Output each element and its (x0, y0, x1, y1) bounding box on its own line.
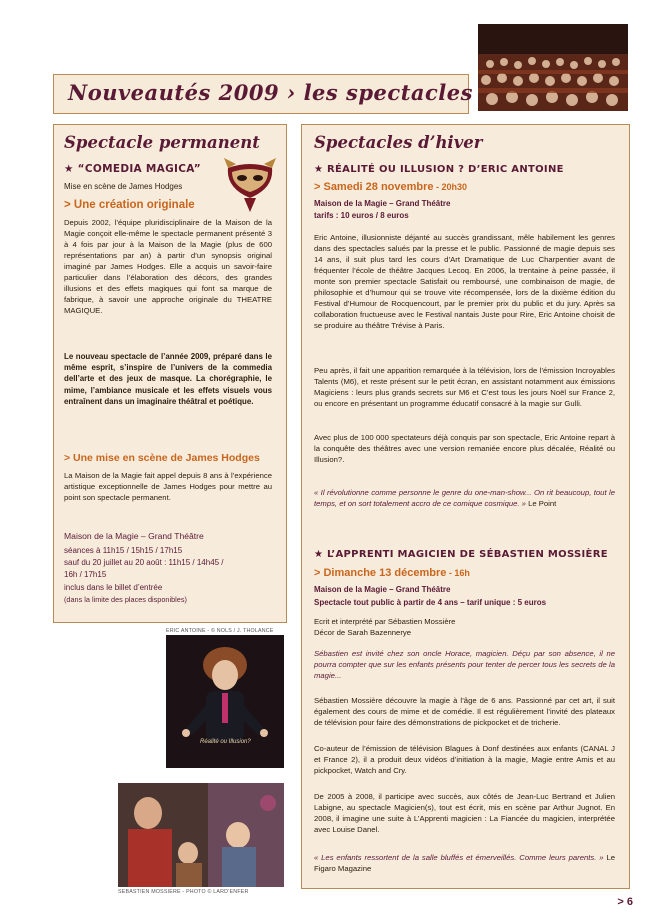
show1-quote-source: Le Point (528, 499, 557, 508)
eric-photo-caption: ERIC ANTOINE - © NOLS / J. THOLANCE (166, 628, 274, 634)
poster-text: Réalité ou Illusion? (200, 739, 251, 745)
show2-credits-2: Décor de Sarah Bazennerye (314, 628, 412, 637)
show2-time: - 16h (446, 568, 470, 578)
show2-quote (314, 852, 615, 874)
show1-time: - 20h30 (433, 182, 468, 192)
left-para-1: Depuis 2002, l’équipe pluridisciplinaire de la Maison de la Magie conçoit elle-même le spectacle permanent présenté 3 à 4 fois par jour à la Maison de la Magie (plus de 600 représentations par an) à partir d’un synopsis original imaginé par James Hodges. Elle a acquis un savoir-faire particulier dans l’élaboration des décors, des grandes illusions et des effets magiques qui font sa marque de fabrique, à savoir une approche originale du THEATRE MAGIQUE. (64, 218, 272, 315)
left-times-3: 16h / 17h15 (64, 570, 107, 579)
show1-para-2: Peu après, il fait une apparition remarquée à la télévision, lors de l’émission Incroyables Talents (M6), et reste présent sur le petit écran, en assistant notamment aux émissions Magiciens : leurs plus grands secrets sur M6 et C’est tous les jours Noël sur France 2, ou encore en présentant un programme éducatif consacré à la magie sur Gulli. (314, 366, 615, 408)
left-para-2: Le nouveau spectacle de l’année 2009, préparé dans le même esprit, s’inspire de l’univers de la commedia dell’arte et des jeux de masque. La chorégraphie, le mime, l’ambiance musicale et les effets visuels vous entraînent dans un imaginaire théâtral et poétique. (64, 352, 272, 406)
eric-antoine-photo (166, 635, 284, 768)
apprenti-magicien-title: ★ L’APPRENTI MAGICIEN DE SÉBASTIEN MOSSIÈRE (314, 549, 608, 560)
show1-price: tarifs : 10 euros / 8 euros (314, 211, 409, 220)
left-heading: Spectacle permanent (64, 133, 260, 152)
show1-para-3: Avec plus de 100 000 spectateurs déjà conquis par son spectacle, Eric Antoine repart à la conquête des théâtres avec une version remaniée encore plus décalée, Réalité ou Illusion?. (314, 433, 615, 464)
show2-quote-text: « Les enfants ressortent de la salle bluffés et émerveillés. Comme leurs parents. » (314, 853, 604, 862)
show2-date-line (314, 567, 470, 579)
left-ticket-note: (dans la limite des places disponibles) (64, 595, 187, 604)
show2-venue: Maison de la Magie – Grand Théâtre (314, 585, 451, 594)
comedia-director: Mise en scène de James Hodges (64, 182, 183, 191)
left-times-1: séances à 11h15 / 15h15 / 17h15 (64, 546, 183, 555)
show2-para-3: De 2005 à 2008, il participe avec succès, aux côtés de Jean-Luc Bertrand et Julien Labigne, au spectacle Magicien(s), tout est écrit, mis en scène par Arthur Jugnot. En 2008, il imagine une suite à L’Apprenti magicien : La Fiancée du magicien, interprétée avec Louise Danel. (314, 792, 615, 834)
staging-heading: > Une mise en scène de James Hodges (64, 452, 260, 464)
show1-date: > Samedi 28 novembre (314, 181, 434, 193)
show1-para-1: Eric Antoine, illusionniste déjanté au succès grandissant, mêle habilement les genres dans des spectacles salués par la presse et le public. Passionné de magie depuis ses 14 ans, il suit plus tard les cours d’Art Dramatique de Luc Charpentier avant de fréquenter l’école de théâtre Jacques Lecoq. En 2006, la trentaine à peine passée, il monte son premier spectacle Satisfait ou remboursé, une combinaison de magie, de philosophie et d’humour qui se trouve vite récompensée, lors de la dixième édition du Festival d’Humour de Rocquencourt, par le premier prix du public et du jury. Après sa collaboration fructueuse avec le Festival nantais Juste pour Rire, Eric Antoine choisit de se produire au théâtre Trévise à Paris. (314, 233, 615, 330)
show2-credits-1: Ecrit et interprété par Sébastien Mossière (314, 617, 456, 626)
show1-quote (314, 487, 615, 509)
show2-para-2: Co-auteur de l’émission de télévision Blagues à Donf destinées aux enfants (CANAL J et France 2), il a produit deux vidéos d’initiation à la magie, Magie entre Amis et au pickpocket, Watch and Cry. (314, 744, 615, 775)
left-venue: Maison de la Magie – Grand Théâtre (64, 531, 204, 541)
left-ticket: inclus dans le billet d’entrée (64, 583, 163, 592)
show2-quote-source: Le Figaro Magazine (314, 853, 615, 873)
show1-quote-text: « Il révolutionne comme personne le genre du one-man-show... On rit beaucoup, tout le temps, et on sort totalement accro de ce comique cosmique. » (314, 488, 615, 508)
page-number: > 6 (617, 896, 633, 908)
show1-date-line (314, 181, 467, 193)
right-heading: Spectacles d’hiver (314, 133, 483, 152)
left-para-3: La Maison de la Magie fait appel depuis 8 ans à l’expérience artistique exceptionnelle de James Hodges pour mettre au point son spectacle permanent. (64, 471, 272, 502)
comedia-magica-title: ★ “COMEDIA MAGICA” (64, 163, 201, 175)
show2-price: Spectacle tout public à partir de 4 ans – tarif unique : 5 euros (314, 598, 547, 607)
venetian-mask-icon (224, 158, 276, 214)
page-title: Nouveautés 2009 › les spectacles (68, 80, 473, 105)
show1-venue: Maison de la Magie – Grand Théâtre (314, 199, 451, 208)
audience-photo (478, 24, 628, 111)
realite-illusion-title: ★ RÉALITÉ OU ILLUSION ? D’ERIC ANTOINE (314, 164, 564, 175)
left-times-2: sauf du 20 juillet au 20 août : 11h15 / 14h45 / (64, 558, 224, 567)
show2-para-1: Sébastien Mossière découvre la magie à l’âge de 6 ans. Passionné par cet art, il suit également des cours de mime et de comédie. Il est régulièrement l’invité des plateaux de télévision pour faire des démonstrations de pickpocket et de tricherie. (314, 696, 615, 727)
show2-synopsis: Sébastien est invité chez son oncle Horace, magicien. Déçu par son absence, il ne pourra compter que sur les enfants présents pour tenter de percer tous les secrets de la magie... (314, 649, 615, 680)
creation-heading: > Une création originale (64, 199, 195, 211)
show2-date: > Dimanche 13 décembre (314, 567, 447, 579)
sebastien-photo-caption: SEBASTIEN MOSSIERE - PHOTO © LARD’ENFER (118, 889, 249, 895)
sebastien-photo (118, 783, 284, 887)
